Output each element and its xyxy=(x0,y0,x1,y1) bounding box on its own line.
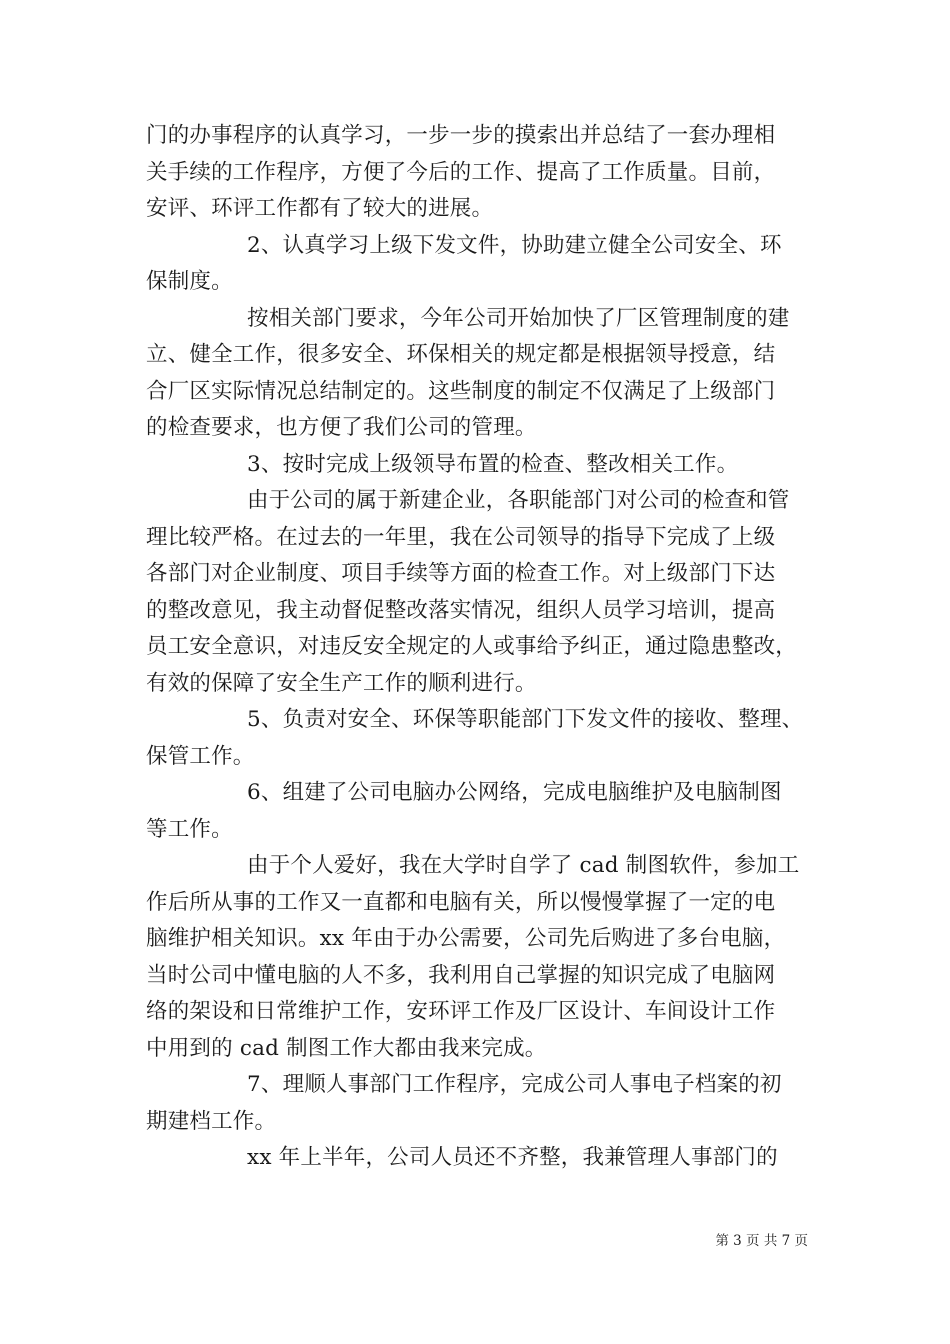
text-line: 期建档工作。 xyxy=(146,1108,277,1134)
text-line: 中用到的 cad 制图工作大都由我来完成。 xyxy=(146,1035,547,1061)
text-line: 按相关部门要求，今年公司开始加快了厂区管理制度的建 xyxy=(247,305,790,331)
text-line: 脑维护相关知识。xx 年由于办公需要，公司先后购进了多台电脑， xyxy=(146,926,786,951)
text-line: 门的办事程序的认真学习，一步一步的摸索出并总结了一套办理相 xyxy=(146,123,776,148)
document-body xyxy=(146,118,808,1177)
text-line: 保制度。 xyxy=(146,269,233,294)
text-line: xx 年上半年，公司人员还不齐整，我兼管理人事部门的 xyxy=(247,1145,778,1170)
text-line: 由于个人爱好，我在大学时自学了 cad 制图软件，参加工 xyxy=(247,853,800,878)
text-line: 7、理顺人事部门工作程序，完成公司人事电子档案的初 xyxy=(247,1072,782,1097)
text-line: 员工安全意识，对违反安全规定的人或事给予纠正，通过隐患整改， xyxy=(146,634,798,659)
text-line: 络的架设和日常维护工作，安环评工作及厂区设计、车间设计工作 xyxy=(146,999,776,1024)
page-number-footer: 第 3 页 共 7 页 xyxy=(715,1233,808,1249)
text-line: 理比较严格。在过去的一年里，我在公司领导的指导下完成了上级 xyxy=(146,524,776,550)
text-line: 的整改意见，我主动督促整改落实情况，组织人员学习培训，提高 xyxy=(146,597,776,623)
text-line: 合厂区实际情况总结制定的。这些制度的制定不仅满足了上级部门 xyxy=(146,378,776,404)
text-line: 2、认真学习上级下发文件，协助建立健全公司安全、环 xyxy=(247,232,782,258)
text-line: 的检查要求，也方便了我们公司的管理。 xyxy=(146,415,537,440)
text-line: 等工作。 xyxy=(146,816,233,842)
text-line: 有效的保障了安全生产工作的顺利进行。 xyxy=(146,670,537,696)
text-line: 6、组建了公司电脑办公网络，完成电脑维护及电脑制图 xyxy=(247,780,782,805)
text-line: 3、按时完成上级领导布置的检查、整改相关工作。 xyxy=(247,451,739,477)
text-line: 由于公司的属于新建企业，各职能部门对公司的检查和管 xyxy=(247,488,790,513)
text-line: 当时公司中懂电脑的人不多，我利用自己掌握的知识完成了电脑网 xyxy=(146,962,776,988)
text-line: 关手续的工作程序，方便了今后的工作、提高了工作质量。目前， xyxy=(146,159,776,185)
text-line: 作后所从事的工作又一直都和电脑有关，所以慢慢掌握了一定的电 xyxy=(146,889,776,915)
text-line: 5、负责对安全、环保等职能部门下发文件的接收、整理、 xyxy=(247,707,804,732)
text-line: 各部门对企业制度、项目手续等方面的检查工作。对上级部门下达 xyxy=(146,561,776,586)
text-line: 立、健全工作，很多安全、环保相关的规定都是根据领导授意，结 xyxy=(146,342,776,367)
text-line: 安评、环评工作都有了较大的进展。 xyxy=(146,196,494,221)
text-line: 保管工作。 xyxy=(146,743,255,769)
